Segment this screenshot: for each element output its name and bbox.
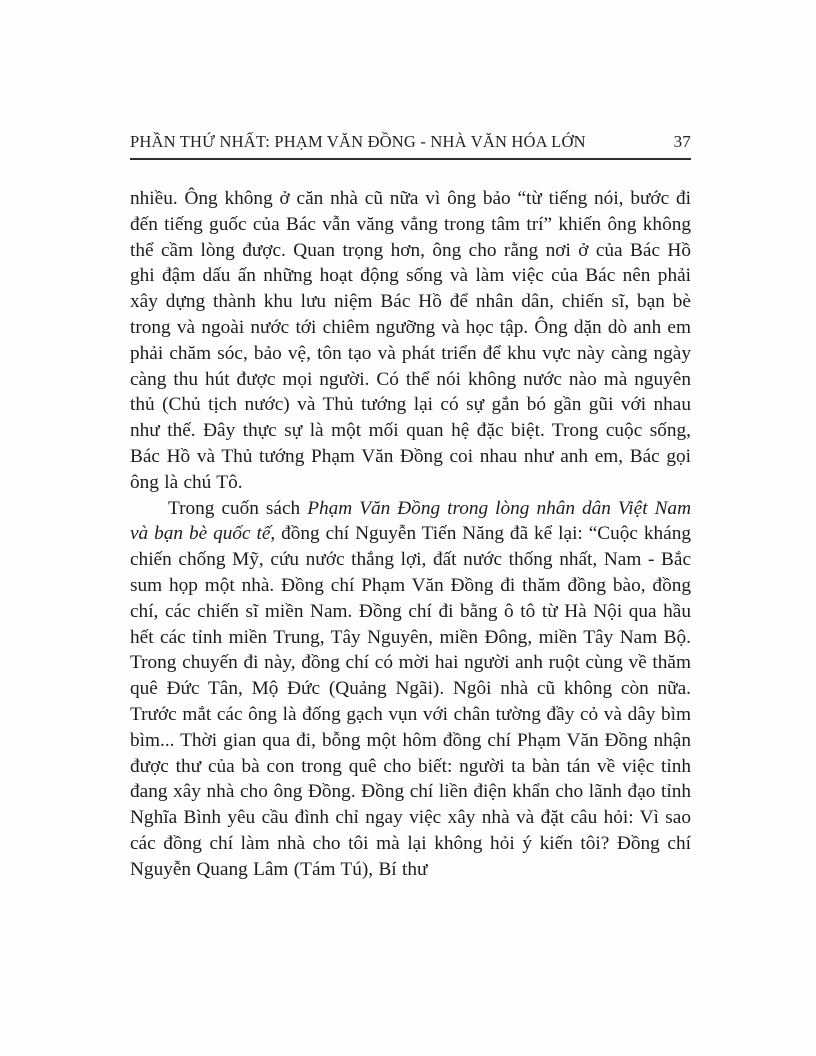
page-header [130, 132, 691, 160]
paragraph-text: Trong cuốn sách [168, 497, 308, 519]
paragraph-anecdote [130, 496, 691, 883]
paragraph-continuation [130, 186, 691, 496]
book-title-italic: Phạm Văn Đồng trong lòng nhân dân Việt Nam và bạn bè quốc tế, [130, 497, 691, 545]
text-block [130, 132, 691, 883]
paragraph-text: nhiều. Ông không ở căn nhà cũ nữa vì ông bảo “từ tiếng nói, bước đi đến tiếng guốc của Bác vẫn văng vẳng trong tâm trí” khiến ông không thể cầm lòng được. Quan trọng hơn, ông cho rằng nơi ở của Bác Hồ ghi đậm dấu ấn những hoạt động sống và làm việc của Bác nên phải xây dựng thành khu lưu niệm Bác Hồ để nhân dân, chiến sĩ, bạn bè trong và ngoài nước tới chiêm ngưỡng và học tập. Ông dặn dò anh em phải chăm sóc, bảo vệ, tôn tạo và phát triển để khu vực này càng ngày càng thu hút được mọi người. Có thể nói không nước nào mà nguyên thủ (Chủ tịch nước) và Thủ tướng lại có sự gắn bó gần gũi với nhau như thế. Đây thực sự là một mối quan hệ đặc biệt. Trong cuộc sống, Bác Hồ và Thủ tướng Phạm Văn Đồng coi nhau như anh em, Bác gọi ông là chú Tô. [130, 188, 691, 493]
page-content [130, 186, 691, 883]
page-number: 37 [673, 132, 691, 151]
section-title: PHẦN THỨ NHẤT: PHẠM VĂN ĐỒNG - NHÀ VĂN HÓA LỚN [130, 132, 586, 151]
paragraph-text: đồng chí Nguyễn Tiến Năng đã kể lại: “Cuộc kháng chiến chống Mỹ, cứu nước thắng lợi, đất nước thống nhất, Nam - Bắc sum họp một nhà. Đồng chí Phạm Văn Đồng đi thăm đồng bào, đồng chí, các chiến sĩ miền Nam. Đồng chí đi bằng ô tô từ Hà Nội qua hầu hết các tỉnh miền Trung, Tây Nguyên, miền Đông, miền Tây Nam Bộ. Trong chuyến đi này, đồng chí có mời hai người anh ruột cùng về thăm quê Đức Tân, Mộ Đức (Quảng Ngãi). Ngôi nhà cũ không còn nữa. Trước mắt các ông là đống gạch vụn với chân tường đầy cỏ và dây bìm bìm... Thời gian qua đi, bỗng một hôm đồng chí Phạm Văn Đồng nhận được thư của bà con trong quê cho biết: người ta bàn tán về việc tỉnh đang xây nhà cho ông Đồng. Đồng chí liền điện khẩn cho lãnh đạo tỉnh Nghĩa Bình yêu cầu đình chỉ ngay việc xây nhà và đặt câu hỏi: Vì sao các đồng chí làm nhà cho tôi mà lại không hỏi ý kiến tôi? Đồng chí Nguyễn Quang Lâm (Tám Tú), Bí thư [130, 523, 691, 880]
